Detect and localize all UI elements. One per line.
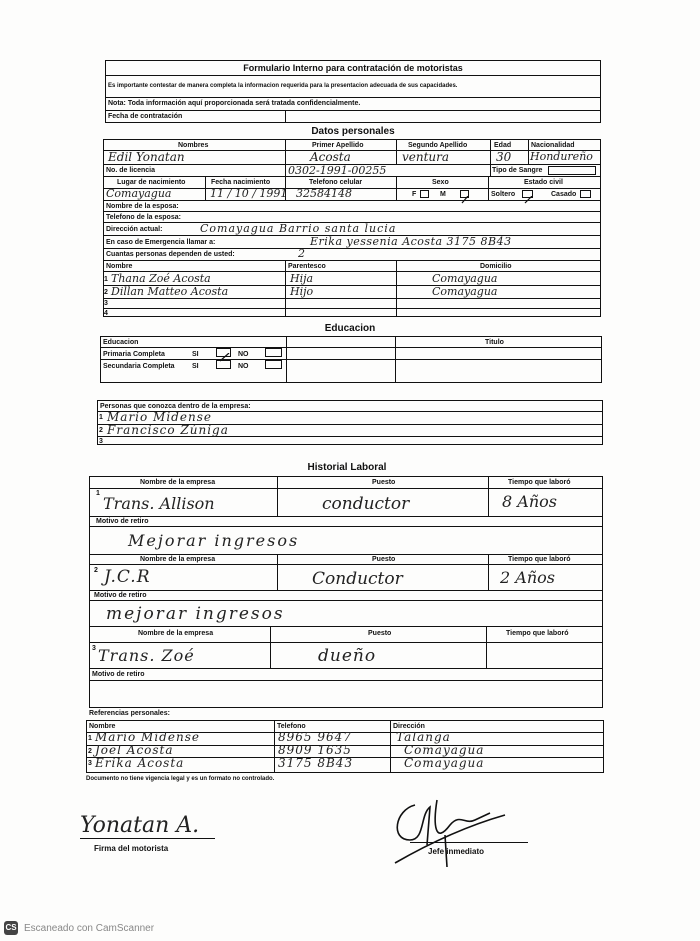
header-segundo-apellido: Segundo Apellido bbox=[408, 142, 468, 149]
casado-label: Casado bbox=[551, 191, 577, 198]
primaria-no-label: NO bbox=[238, 351, 249, 358]
ref-telefono: 8909 1635 bbox=[278, 743, 352, 757]
ref-direccion: Comayagua bbox=[404, 743, 485, 757]
camscanner-logo: CS bbox=[4, 921, 18, 935]
secundaria-no-box[interactable] bbox=[265, 360, 282, 369]
ref-header-direccion: Dirección bbox=[393, 723, 425, 730]
ref-header-nombre: Nombre bbox=[89, 723, 116, 730]
secundaria-si-label: SI bbox=[192, 363, 199, 370]
lugar-value: Comayagua bbox=[106, 187, 172, 200]
primaria-si-label: SI bbox=[192, 351, 199, 358]
dep-num: 4 bbox=[104, 310, 108, 317]
ref-telefono: 8965 9647 bbox=[278, 730, 352, 744]
contact-name: Francisco Zúniga bbox=[107, 423, 229, 437]
contact-num: 1 bbox=[99, 414, 103, 421]
personal-section-title: Datos personales bbox=[311, 126, 395, 137]
job-header-empresa: Nombre de la empresa bbox=[138, 630, 214, 637]
dep-domicilio: Comayagua bbox=[432, 272, 498, 285]
job-num: 1 bbox=[96, 490, 100, 497]
nacionalidad-value: Hondureño bbox=[530, 150, 593, 163]
education-label: Educacion bbox=[103, 339, 139, 346]
header-primer-apellido: Primer Apellido bbox=[312, 142, 364, 149]
ref-direccion: Talanga bbox=[396, 730, 451, 744]
dep-num: 1 bbox=[104, 276, 108, 283]
job-motivo-label: Motivo de retiro bbox=[96, 518, 149, 525]
ref-nombre: Mario Midense bbox=[95, 730, 200, 744]
ref-header-telefono: Telefono bbox=[277, 723, 306, 730]
camscanner-text: Escaneado con CamScanner bbox=[24, 923, 155, 934]
dep-domicilio: Comayagua bbox=[432, 285, 498, 298]
nombres-value: Edil Yonatan bbox=[108, 150, 185, 164]
job-empresa: Trans. Zoé bbox=[98, 646, 195, 665]
job-num: 2 bbox=[94, 567, 98, 574]
secundaria-si-box[interactable] bbox=[216, 360, 231, 369]
job-header-tiempo: Tiempo que laboró bbox=[508, 556, 571, 563]
dep-num: 2 bbox=[104, 289, 108, 296]
ref-num: 1 bbox=[88, 735, 92, 742]
contact-name: Mario Midense bbox=[107, 410, 212, 424]
form-instructions: Es importante contestar de manera completa la informacion requerida para la presentacion adecuada de sus capacidades. bbox=[108, 83, 458, 89]
check-icon bbox=[461, 196, 470, 204]
dep-header-nombre: Nombre bbox=[106, 263, 133, 270]
fecha-value: 11 / 10 / 1991 bbox=[210, 187, 288, 200]
sexo-f-box[interactable] bbox=[420, 190, 429, 198]
licencia-value: 0302-1991-00255 bbox=[288, 164, 387, 177]
job-header-tiempo: Tiempo que laboró bbox=[508, 479, 571, 486]
dep-nombre: Thana Zoé Acosta bbox=[111, 272, 211, 285]
header-nombres: Nombres bbox=[178, 142, 209, 149]
job-header-tiempo: Tiempo que laboró bbox=[506, 630, 569, 637]
sexo-m-box[interactable] bbox=[460, 190, 469, 198]
dependen-label: Cuantas personas dependen de usted: bbox=[106, 251, 235, 258]
licencia-label: No. de licencia bbox=[106, 167, 156, 174]
sangre-box bbox=[548, 166, 596, 175]
job-header-puesto: Puesto bbox=[372, 479, 396, 486]
job-motivo-label: Motivo de retiro bbox=[94, 592, 147, 599]
header-telefono: Telefono celular bbox=[309, 179, 363, 186]
job-empresa: Trans. Allison bbox=[103, 494, 215, 513]
ref-nombre: Erika Acosta bbox=[95, 756, 185, 770]
sangre-label: Tipo de Sangre bbox=[492, 167, 543, 174]
edad-value: 30 bbox=[496, 150, 512, 164]
esposa-label: Nombre de la esposa: bbox=[106, 203, 179, 210]
primaria-si-box[interactable] bbox=[216, 348, 231, 357]
soltero-label: Soltero bbox=[491, 191, 516, 198]
casado-box[interactable] bbox=[580, 190, 591, 198]
check-icon bbox=[523, 196, 534, 204]
education-section-title: Educacion bbox=[324, 323, 376, 334]
header-fecha: Fecha nacimiento bbox=[211, 179, 271, 186]
jefe-signature-icon bbox=[375, 785, 525, 870]
dep-parentesco: Hija bbox=[290, 272, 314, 285]
job-puesto: conductor bbox=[322, 494, 410, 514]
jefe-label: Jefe inmediato bbox=[428, 847, 485, 856]
primaria-no-box[interactable] bbox=[265, 348, 282, 357]
contact-num: 2 bbox=[99, 427, 103, 434]
telefono-value: 32584148 bbox=[296, 187, 352, 200]
references-label: Referencias personales: bbox=[89, 710, 170, 717]
job-header-empresa: Nombre de la empresa bbox=[140, 479, 216, 486]
job-empresa: J.C.R bbox=[104, 567, 151, 587]
job-puesto: dueño bbox=[318, 646, 377, 666]
header-sexo: Sexo bbox=[432, 179, 449, 186]
job-header-puesto: Puesto bbox=[368, 630, 392, 637]
dep-nombre: Dillan Matteo Acosta bbox=[111, 285, 229, 298]
ref-direccion: Comayagua bbox=[404, 756, 485, 770]
emergencia-value: Erika yessenia Acosta 3175 8B43 bbox=[310, 235, 512, 248]
dep-parentesco: Hijo bbox=[290, 285, 314, 298]
secundaria-no-label: NO bbox=[238, 363, 249, 370]
job-motivo: Mejorar ingresos bbox=[128, 531, 300, 550]
direccion-value: Comayagua Barrio santa lucia bbox=[200, 222, 397, 235]
secundaria-label: Secundaria Completa bbox=[103, 363, 175, 370]
job-motivo-label: Motivo de retiro bbox=[92, 671, 145, 678]
header-lugar: Lugar de nacimiento bbox=[117, 179, 186, 186]
dep-header-parentesco: Parentesco bbox=[288, 263, 326, 270]
ref-nombre: Joel Acosta bbox=[95, 743, 174, 757]
sexo-f-label: F bbox=[412, 191, 417, 198]
job-tiempo: 2 Años bbox=[500, 568, 555, 587]
header-nacionalidad: Nacionalidad bbox=[531, 142, 575, 149]
job-header-empresa: Nombre de la empresa bbox=[140, 556, 216, 563]
job-num: 3 bbox=[92, 645, 96, 652]
emergencia-label: En caso de Emergencia llamar a: bbox=[106, 239, 216, 246]
ref-num: 2 bbox=[88, 748, 92, 755]
titulo-label: Titulo bbox=[485, 339, 504, 346]
job-header-puesto: Puesto bbox=[372, 556, 396, 563]
form-title: Formulario Interno para contratación de motoristas bbox=[243, 63, 463, 73]
job-motivo: mejorar ingresos bbox=[106, 604, 285, 624]
primer-apellido-value: Acosta bbox=[310, 150, 351, 164]
job-tiempo: 8 Años bbox=[502, 492, 557, 511]
sexo-m-label: M bbox=[440, 191, 446, 198]
primaria-label: Primaria Completa bbox=[103, 351, 165, 358]
segundo-apellido-value: ventura bbox=[402, 150, 450, 164]
direccion-label: Dirección actual: bbox=[106, 226, 163, 233]
job-puesto: Conductor bbox=[312, 569, 403, 589]
motorista-signature: Yonatan A. bbox=[80, 813, 200, 838]
ref-num: 3 bbox=[88, 760, 92, 767]
ref-telefono: 3175 8B43 bbox=[278, 756, 354, 770]
contact-num: 3 bbox=[99, 438, 103, 445]
motorista-label: Firma del motorista bbox=[94, 844, 169, 853]
header-estado: Estado civil bbox=[524, 179, 563, 186]
contract-date-label: Fecha de contratación bbox=[108, 113, 183, 120]
header-edad: Edad bbox=[494, 142, 512, 149]
dependen-value: 2 bbox=[298, 247, 305, 260]
confidential-note: Nota: Toda información aquí proporcionada será tratada confidencialmente. bbox=[108, 100, 361, 107]
dep-num: 3 bbox=[104, 300, 108, 307]
contacts-label: Personas que conozca dentro de la empresa: bbox=[100, 403, 251, 410]
disclaimer: Documento no tiene vigencia legal y es un formato no controlado. bbox=[86, 776, 275, 782]
soltero-box[interactable] bbox=[522, 190, 533, 198]
tel-esposa-label: Telefono de la esposa: bbox=[106, 214, 181, 221]
work-section-title: Historial Laboral bbox=[307, 462, 387, 473]
dep-header-domicilio: Domicilio bbox=[480, 263, 512, 270]
